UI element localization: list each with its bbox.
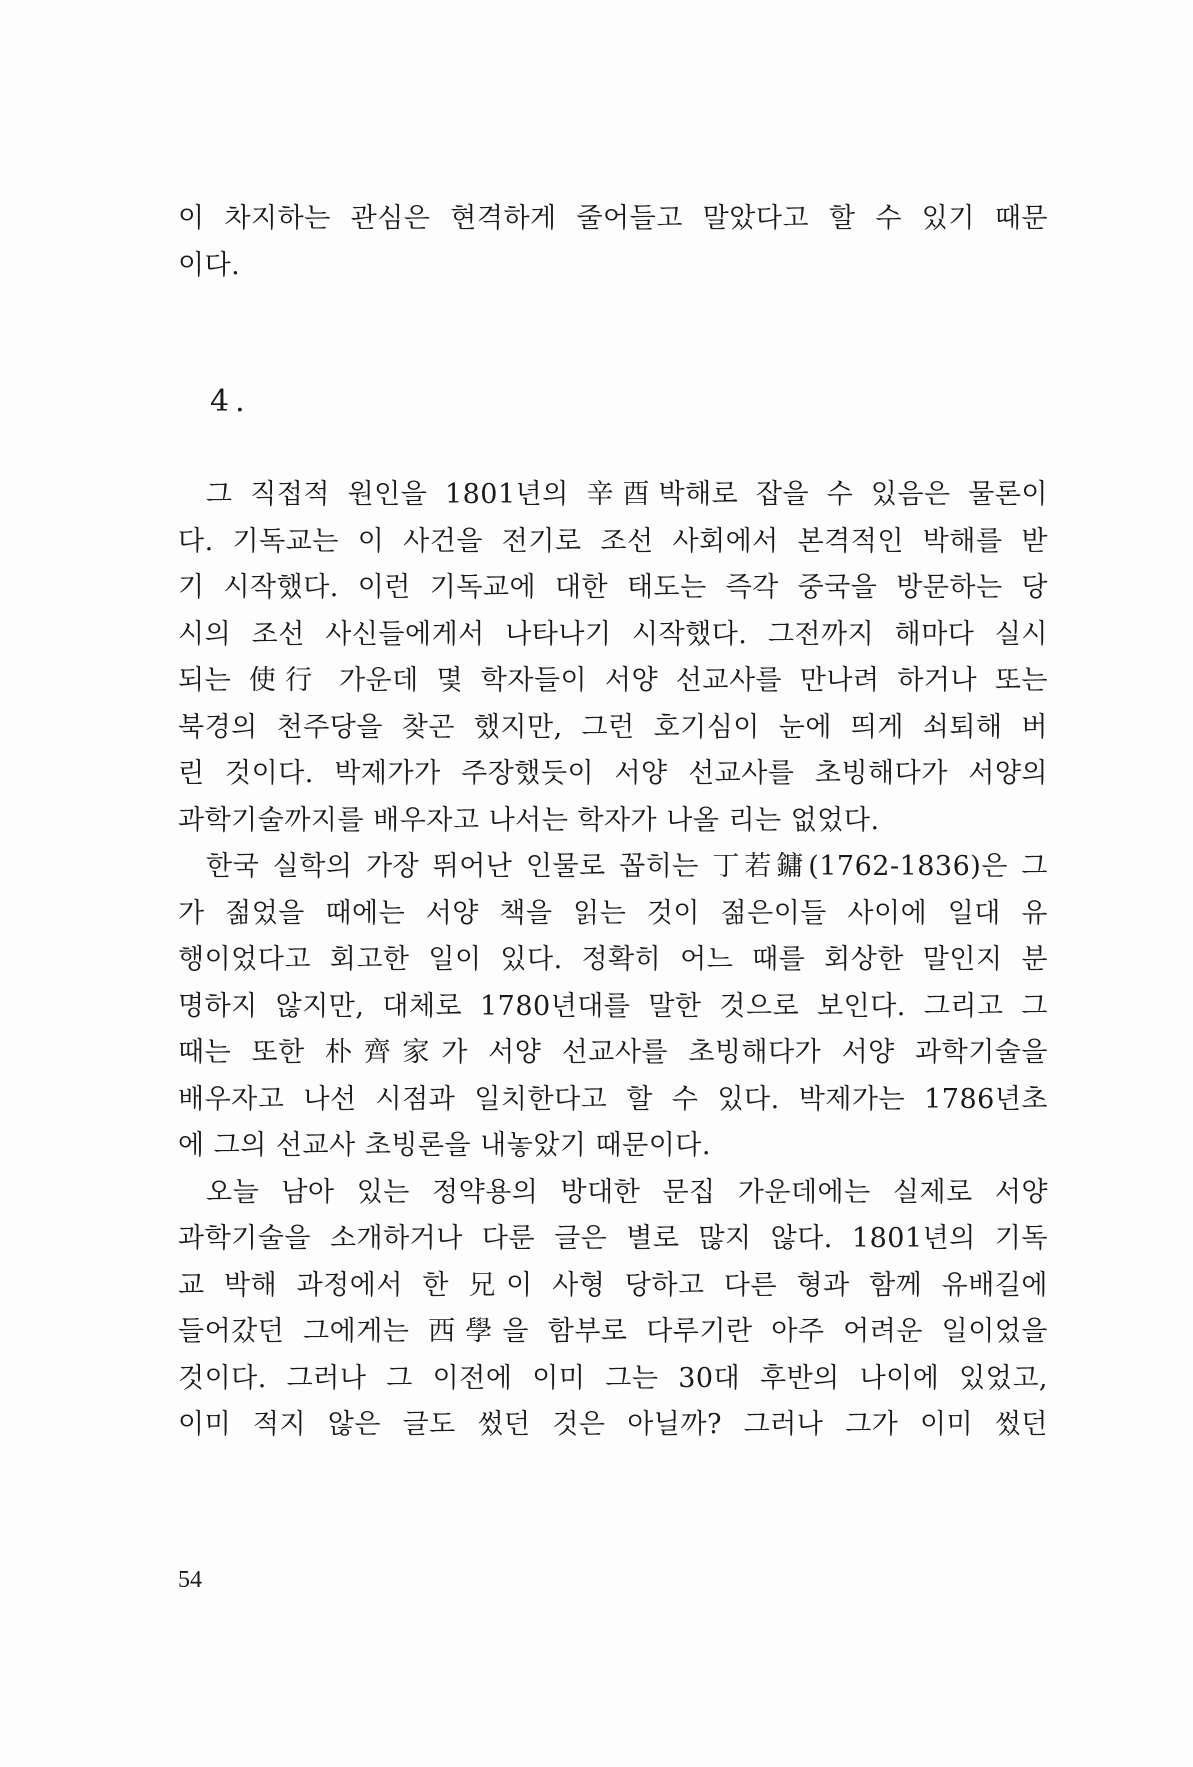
text-line: 들어갔던 그에게는 西學을 함부로 다루기란 아주 어려운 일이었을 <box>178 1316 1048 1347</box>
section-number: 4. <box>210 384 251 419</box>
text-line: 명하지 않지만, 대체로 1780년대를 말한 것으로 보인다. 그리고 그 <box>178 990 1048 1022</box>
text-line: 한국 실학의 가장 뛰어난 인물로 꼽히는 丁若鏞(1762-1836)은 그 <box>206 851 1048 882</box>
text-line: 과학기술까지를 배우자고 나서는 학자가 나올 리는 없었다. <box>178 804 880 836</box>
text-line: 다. 기독교는 이 사건을 전기로 조선 사회에서 본격적인 박해를 받 <box>178 525 1048 557</box>
body-text <box>178 472 1048 1449</box>
page-number: 54 <box>178 1567 202 1593</box>
paragraph <box>178 472 1048 844</box>
continued-paragraph <box>178 196 1048 289</box>
paragraph <box>178 844 1048 1170</box>
text-line: 오늘 남아 있는 정약용의 방대한 문집 가운데에는 실제로 서양 <box>206 1176 1048 1208</box>
text-line: 이 차지하는 관심은 현격하게 줄어들고 말았다고 할 수 있기 때문 <box>178 203 1048 234</box>
paragraph <box>178 1170 1048 1449</box>
text-line: 것이다. 그러나 그 이전에 이미 그는 30대 후반의 나이에 있었고, <box>178 1362 1048 1394</box>
text-line: 시의 조선 사신들에게서 나타나기 시작했다. 그전까지 해마다 실시 <box>178 618 1048 650</box>
text-line: 기 시작했다. 이런 기독교에 대한 태도는 즉각 중국을 방문하는 당 <box>178 572 1048 603</box>
text-line: 에 그의 선교사 초빙론을 내놓았기 때문이다. <box>178 1130 711 1161</box>
text-line: 때는 또한 朴齊家가 서양 선교사를 초빙해다가 서양 과학기술을 <box>178 1037 1048 1068</box>
text-line: 배우자고 나선 시점과 일치한다고 할 수 있다. 박제가는 1786년초 <box>178 1083 1048 1115</box>
text-line: 가 젊었을 때에는 서양 책을 읽는 것이 젊은이들 사이에 일대 유 <box>178 897 1048 929</box>
text-line: 그 직접적 원인을 1801년의 辛酉박해로 잡을 수 있음은 물론이 <box>206 479 1048 510</box>
text-line: 과학기술을 소개하거나 다룬 글은 별로 많지 않다. 1801년의 기독 <box>178 1223 1048 1254</box>
text-line: 린 것이다. 박제가가 주장했듯이 서양 선교사를 초빙해다가 서양의 <box>178 758 1048 789</box>
text-line: 북경의 천주당을 찾곤 했지만, 그런 호기심이 눈에 띄게 쇠퇴해 버 <box>178 711 1048 743</box>
text-line: 이다. <box>178 249 241 281</box>
text-line: 되는 使行 가운데 몇 학자들이 서양 선교사를 만나려 하거나 또는 <box>178 665 1048 696</box>
text-line: 행이었다고 회고한 일이 있다. 정확히 어느 때를 회상한 말인지 분 <box>178 944 1048 975</box>
text-line: 이미 적지 않은 글도 썼던 것은 아닐까? 그러나 그가 이미 썼던 <box>178 1409 1048 1440</box>
text-line: 교 박해 과정에서 한 兄이 사형 당하고 다른 형과 함께 유배길에 <box>178 1269 1048 1301</box>
